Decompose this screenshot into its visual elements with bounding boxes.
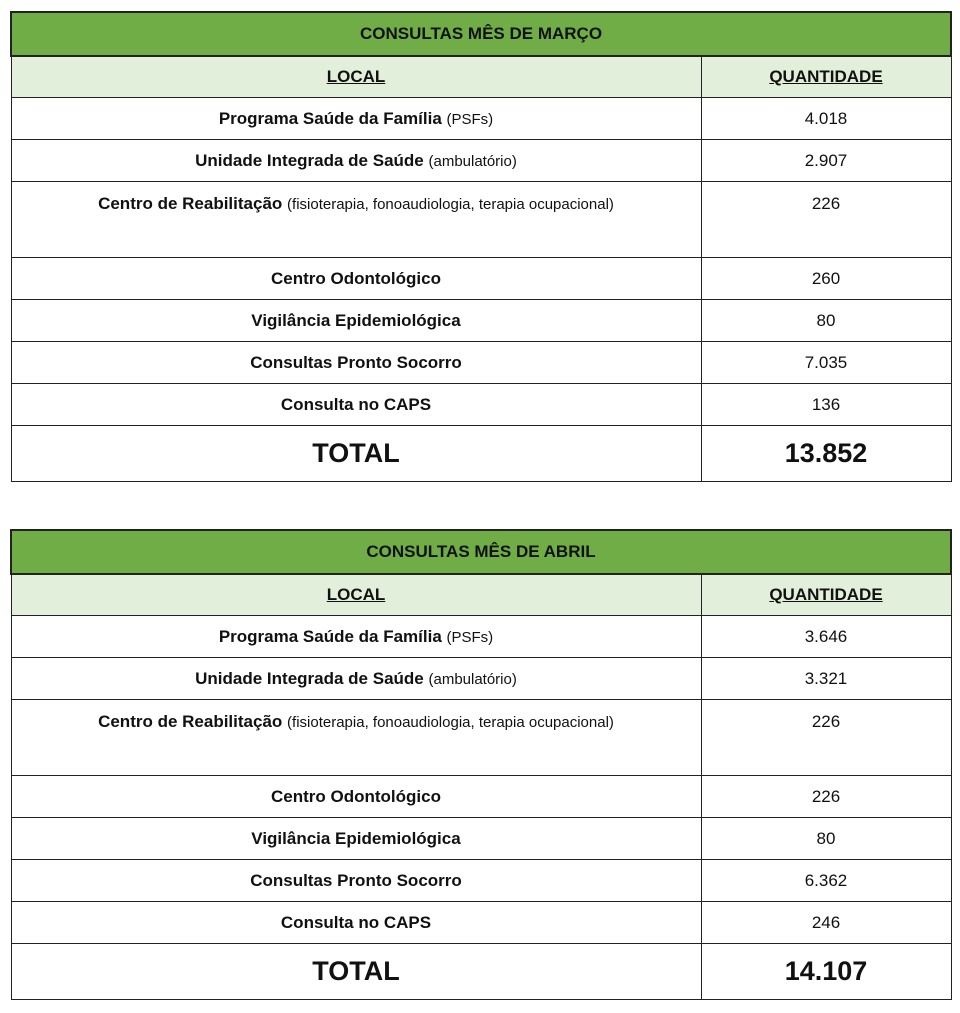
table-row bbox=[11, 658, 951, 700]
local-name: Centro Odontológico bbox=[271, 268, 441, 288]
local-cell bbox=[11, 700, 701, 776]
total-row bbox=[11, 944, 951, 1000]
total-label: TOTAL bbox=[11, 944, 701, 1000]
table-row bbox=[11, 776, 951, 818]
table-row bbox=[11, 140, 951, 182]
table-header-row bbox=[11, 56, 951, 98]
table-row bbox=[11, 700, 951, 776]
column-header-local-label: LOCAL bbox=[326, 585, 386, 604]
column-header-quantidade bbox=[701, 574, 951, 616]
local-name: Unidade Integrada de Saúde bbox=[195, 668, 424, 688]
table-consultas-marco bbox=[10, 11, 952, 482]
local-name: Consulta no CAPS bbox=[280, 912, 432, 932]
table-row bbox=[11, 300, 951, 342]
column-header-quantidade bbox=[701, 56, 951, 98]
local-cell bbox=[11, 98, 701, 140]
local-cell bbox=[11, 860, 701, 902]
local-cell bbox=[11, 140, 701, 182]
local-name: Programa Saúde da Família bbox=[218, 108, 442, 128]
local-detail: (ambulatório) bbox=[428, 670, 517, 688]
quantity-cell: 80 bbox=[701, 300, 951, 342]
local-detail: (PSFs) bbox=[446, 110, 494, 128]
local-cell bbox=[11, 300, 701, 342]
local-cell bbox=[11, 384, 701, 426]
local-name: Unidade Integrada de Saúde bbox=[195, 150, 424, 170]
column-header-local-label: LOCAL bbox=[326, 67, 386, 86]
local-detail: (ambulatório) bbox=[428, 152, 517, 170]
local-name: Programa Saúde da Família bbox=[218, 626, 442, 646]
quantity-cell: 260 bbox=[701, 258, 951, 300]
table-row bbox=[11, 258, 951, 300]
local-cell bbox=[11, 818, 701, 860]
local-name: Centro Odontológico bbox=[271, 786, 441, 806]
table-row bbox=[11, 860, 951, 902]
local-detail: (fisioterapia, fonoaudiologia, terapia ocupacional) bbox=[287, 196, 614, 213]
local-detail: (PSFs) bbox=[446, 628, 494, 646]
quantity-cell: 226 bbox=[701, 776, 951, 818]
total-label: TOTAL bbox=[11, 426, 701, 482]
table-row bbox=[11, 182, 951, 258]
table-title: CONSULTAS MÊS DE ABRIL bbox=[11, 530, 951, 574]
table-header-row bbox=[11, 574, 951, 616]
column-header-local bbox=[11, 56, 701, 98]
table-row bbox=[11, 384, 951, 426]
table-row bbox=[11, 902, 951, 944]
table-title-row bbox=[11, 12, 951, 56]
quantity-cell: 6.362 bbox=[701, 860, 951, 902]
quantity-cell: 3.321 bbox=[701, 658, 951, 700]
table-title-row bbox=[11, 530, 951, 574]
local-cell bbox=[11, 258, 701, 300]
total-value: 13.852 bbox=[701, 426, 951, 482]
quantity-cell: 226 bbox=[701, 182, 951, 258]
total-row bbox=[11, 426, 951, 482]
quantity-cell: 4.018 bbox=[701, 98, 951, 140]
local-cell bbox=[11, 182, 701, 258]
table-title: CONSULTAS MÊS DE MARÇO bbox=[11, 12, 951, 56]
local-name: Centro de Reabilitação bbox=[98, 194, 283, 213]
table-row bbox=[11, 818, 951, 860]
quantity-cell: 136 bbox=[701, 384, 951, 426]
table-row bbox=[11, 616, 951, 658]
local-detail: (fisioterapia, fonoaudiologia, terapia ocupacional) bbox=[287, 714, 614, 731]
local-cell bbox=[11, 776, 701, 818]
column-header-quantidade-label: QUANTIDADE bbox=[769, 67, 883, 86]
local-name: Consultas Pronto Socorro bbox=[250, 352, 462, 372]
total-value: 14.107 bbox=[701, 944, 951, 1000]
quantity-cell: 3.646 bbox=[701, 616, 951, 658]
local-name: Vigilância Epidemiológica bbox=[251, 310, 461, 330]
quantity-cell: 7.035 bbox=[701, 342, 951, 384]
quantity-cell: 226 bbox=[701, 700, 951, 776]
table-consultas-abril bbox=[10, 529, 952, 1000]
local-name: Consultas Pronto Socorro bbox=[250, 870, 462, 890]
local-cell bbox=[11, 658, 701, 700]
table-row bbox=[11, 98, 951, 140]
local-cell bbox=[11, 902, 701, 944]
column-header-local bbox=[11, 574, 701, 616]
local-name: Vigilância Epidemiológica bbox=[251, 828, 461, 848]
local-name: Centro de Reabilitação bbox=[98, 712, 283, 731]
quantity-cell: 80 bbox=[701, 818, 951, 860]
local-name: Consulta no CAPS bbox=[280, 394, 432, 414]
table-row bbox=[11, 342, 951, 384]
quantity-cell: 246 bbox=[701, 902, 951, 944]
column-header-quantidade-label: QUANTIDADE bbox=[769, 585, 883, 604]
local-cell bbox=[11, 616, 701, 658]
local-cell bbox=[11, 342, 701, 384]
quantity-cell: 2.907 bbox=[701, 140, 951, 182]
